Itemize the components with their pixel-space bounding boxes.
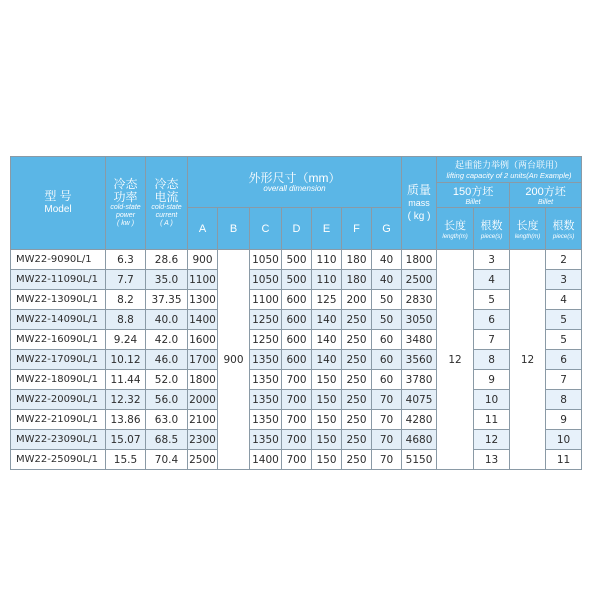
header-current-en2: current	[155, 212, 178, 219]
pieces150-cell: 11	[474, 410, 510, 430]
dim-c-cell: 1350	[250, 410, 282, 430]
dim-a-cell: 2300	[188, 430, 218, 450]
dim-c-cell: 1250	[250, 330, 282, 350]
pieces200-cell: 10	[546, 430, 582, 450]
current-cell: 28.6	[146, 250, 188, 270]
dim-c-cell: 1350	[250, 370, 282, 390]
current-cell: 42.0	[146, 330, 188, 350]
mass-cell: 3560	[402, 350, 437, 370]
header-dim-b: B	[218, 208, 250, 250]
dim-a-cell: 2000	[188, 390, 218, 410]
dim-d-cell: 500	[282, 250, 312, 270]
pieces200-cell: 8	[546, 390, 582, 410]
pieces200-cell: 2	[546, 250, 582, 270]
dim-c-cell: 1350	[250, 350, 282, 370]
header-lifting	[437, 157, 582, 183]
dim-a-cell: 1700	[188, 350, 218, 370]
header-current	[146, 157, 188, 250]
dim-e-cell: 140	[312, 330, 342, 350]
dim-f-cell: 180	[342, 270, 372, 290]
length200-cell: 12	[510, 250, 546, 470]
dim-d-cell: 700	[282, 370, 312, 390]
pieces200-cell: 5	[546, 330, 582, 350]
header-length200-en: length(m)	[514, 233, 541, 240]
power-cell: 12.32	[106, 390, 146, 410]
current-cell: 40.0	[146, 310, 188, 330]
dim-f-cell: 200	[342, 290, 372, 310]
dim-g-cell: 70	[372, 450, 402, 470]
header-power-en1: cold-state	[110, 204, 141, 211]
mass-cell: 3780	[402, 370, 437, 390]
dim-g-cell: 70	[372, 430, 402, 450]
current-cell: 35.0	[146, 270, 188, 290]
dim-e-cell: 110	[312, 270, 342, 290]
dim-c-cell: 1400	[250, 450, 282, 470]
dim-f-cell: 250	[342, 430, 372, 450]
header-billet150-cn: 150方坯	[452, 186, 494, 198]
current-cell: 68.5	[146, 430, 188, 450]
header-dim-a: A	[188, 208, 218, 250]
pieces200-cell: 7	[546, 370, 582, 390]
dim-e-cell: 150	[312, 370, 342, 390]
mass-cell: 1800	[402, 250, 437, 270]
header-dimension	[188, 157, 402, 208]
header-pieces150	[474, 208, 510, 250]
power-cell: 7.7	[106, 270, 146, 290]
power-cell: 15.5	[106, 450, 146, 470]
dim-a-cell: 900	[188, 250, 218, 270]
dim-g-cell: 70	[372, 410, 402, 430]
header-dim-c: C	[250, 208, 282, 250]
dim-c-cell: 1350	[250, 430, 282, 450]
pieces200-cell: 6	[546, 350, 582, 370]
header-lifting-cn: 起重能力举例（两台联用）	[455, 159, 564, 170]
length150-cell: 12	[437, 250, 474, 470]
current-cell: 56.0	[146, 390, 188, 410]
dim-d-cell: 700	[282, 390, 312, 410]
pieces150-cell: 5	[474, 290, 510, 310]
dim-f-cell: 250	[342, 410, 372, 430]
mass-cell: 3480	[402, 330, 437, 350]
header-power	[106, 157, 146, 250]
power-cell: 6.3	[106, 250, 146, 270]
header-length200-cn: 长度	[516, 219, 539, 232]
model-cell: MW22-16090L/1	[11, 330, 106, 350]
dim-e-cell: 150	[312, 430, 342, 450]
power-cell: 8.8	[106, 310, 146, 330]
spec-table	[10, 156, 600, 470]
pieces200-cell: 5	[546, 310, 582, 330]
dim-f-cell: 180	[342, 250, 372, 270]
dim-f-cell: 250	[342, 370, 372, 390]
header-mass	[402, 157, 437, 250]
header-mass-cn: 质量	[407, 182, 432, 197]
header-current-cn: 冷态电流	[154, 177, 179, 204]
mass-cell: 3050	[402, 310, 437, 330]
current-cell: 46.0	[146, 350, 188, 370]
dim-e-cell: 150	[312, 410, 342, 430]
model-cell: MW22-13090L/1	[11, 290, 106, 310]
power-cell: 9.24	[106, 330, 146, 350]
dim-c-cell: 1050	[250, 250, 282, 270]
dim-c-cell: 1050	[250, 270, 282, 290]
table-row	[11, 250, 600, 270]
dim-g-cell: 50	[372, 290, 402, 310]
dim-a-cell: 1800	[188, 370, 218, 390]
header-current-unit: ( A )	[160, 220, 173, 227]
header-dim-f: F	[342, 208, 372, 250]
dim-f-cell: 250	[342, 450, 372, 470]
power-cell: 15.07	[106, 430, 146, 450]
header-dim-g: G	[372, 208, 402, 250]
pieces200-cell: 9	[546, 410, 582, 430]
model-cell: MW22-25090L/1	[11, 450, 106, 470]
header-billet150-en: Billet	[465, 199, 481, 206]
table-body	[11, 250, 600, 470]
pieces150-cell: 9	[474, 370, 510, 390]
dim-c-cell: 1350	[250, 390, 282, 410]
header-power-cn: 冷态功率	[113, 177, 138, 204]
model-cell: MW22-23090L/1	[11, 430, 106, 450]
dim-e-cell: 150	[312, 450, 342, 470]
header-billet200-cn: 200方坯	[525, 186, 566, 198]
pieces150-cell: 7	[474, 330, 510, 350]
header-dim-d: D	[282, 208, 312, 250]
header-current-en1: cold-state	[151, 204, 182, 211]
pieces150-cell: 12	[474, 430, 510, 450]
dim-d-cell: 600	[282, 350, 312, 370]
model-cell: MW22-18090L/1	[11, 370, 106, 390]
dim-a-cell: 2500	[188, 450, 218, 470]
dim-g-cell: 40	[372, 250, 402, 270]
mass-cell: 2500	[402, 270, 437, 290]
header-mass-unit: ( kg )	[407, 210, 431, 222]
header-model-cn: 型 号	[44, 189, 72, 203]
pieces150-cell: 6	[474, 310, 510, 330]
mass-cell: 5150	[402, 450, 437, 470]
dim-d-cell: 500	[282, 270, 312, 290]
power-cell: 8.2	[106, 290, 146, 310]
current-cell: 52.0	[146, 370, 188, 390]
header-dimension-en: overall dimension	[263, 183, 326, 193]
dim-f-cell: 250	[342, 390, 372, 410]
header-billet200	[510, 183, 582, 208]
dim-g-cell: 60	[372, 370, 402, 390]
header-pieces150-cn: 根数	[480, 219, 503, 232]
header-pieces200	[546, 208, 582, 250]
header-length150-en: length(m)	[442, 233, 468, 240]
dim-b-cell: 900	[218, 250, 250, 470]
model-cell: MW22-21090L/1	[11, 410, 106, 430]
header-pieces150-en: piece(s)	[480, 233, 503, 240]
header-pieces200-cn: 根数	[552, 219, 575, 232]
dim-e-cell: 125	[312, 290, 342, 310]
pieces150-cell: 10	[474, 390, 510, 410]
dim-a-cell: 2100	[188, 410, 218, 430]
model-cell: MW22-11090L/1	[11, 270, 106, 290]
header-length150	[437, 208, 474, 250]
dim-e-cell: 110	[312, 250, 342, 270]
dim-d-cell: 600	[282, 310, 312, 330]
header-length150-cn: 长度	[444, 219, 467, 232]
header-pieces200-en: piece(s)	[552, 233, 575, 240]
header-model-en: Model	[44, 204, 72, 215]
header-dimension-cn: 外形尺寸（mm）	[248, 170, 341, 185]
dim-a-cell: 1400	[188, 310, 218, 330]
mass-cell: 4280	[402, 410, 437, 430]
dim-g-cell: 60	[372, 350, 402, 370]
pieces150-cell: 4	[474, 270, 510, 290]
dim-g-cell: 70	[372, 390, 402, 410]
power-cell: 11.44	[106, 370, 146, 390]
pieces150-cell: 3	[474, 250, 510, 270]
dim-g-cell: 50	[372, 310, 402, 330]
current-cell: 37.35	[146, 290, 188, 310]
dim-g-cell: 40	[372, 270, 402, 290]
current-cell: 70.4	[146, 450, 188, 470]
pieces150-cell: 13	[474, 450, 510, 470]
model-cell: MW22-20090L/1	[11, 390, 106, 410]
dim-c-cell: 1250	[250, 310, 282, 330]
dim-d-cell: 700	[282, 450, 312, 470]
dim-a-cell: 1300	[188, 290, 218, 310]
dim-d-cell: 700	[282, 430, 312, 450]
current-cell: 63.0	[146, 410, 188, 430]
pieces200-cell: 4	[546, 290, 582, 310]
dim-e-cell: 150	[312, 390, 342, 410]
dim-f-cell: 250	[342, 330, 372, 350]
dim-c-cell: 1100	[250, 290, 282, 310]
header-billet150	[437, 183, 510, 208]
dim-e-cell: 140	[312, 350, 342, 370]
mass-cell: 4075	[402, 390, 437, 410]
pieces200-cell: 11	[546, 450, 582, 470]
dim-a-cell: 1600	[188, 330, 218, 350]
mass-cell: 2830	[402, 290, 437, 310]
power-cell: 10.12	[106, 350, 146, 370]
pieces200-cell: 3	[546, 270, 582, 290]
dim-d-cell: 700	[282, 410, 312, 430]
mass-cell: 4680	[402, 430, 437, 450]
dim-g-cell: 60	[372, 330, 402, 350]
dim-a-cell: 1100	[188, 270, 218, 290]
header-power-unit: ( kw )	[116, 220, 135, 227]
dim-d-cell: 600	[282, 330, 312, 350]
header-lifting-en: lifting capacity of 2 units(An Example)	[446, 170, 572, 180]
header-length200	[510, 208, 546, 250]
header-mass-en: mass	[408, 197, 430, 208]
model-cell: MW22-17090L/1	[11, 350, 106, 370]
dim-f-cell: 250	[342, 350, 372, 370]
power-cell: 13.86	[106, 410, 146, 430]
dim-d-cell: 600	[282, 290, 312, 310]
pieces150-cell: 8	[474, 350, 510, 370]
model-cell: MW22-9090L/1	[11, 250, 106, 270]
header-model	[11, 157, 106, 250]
model-cell: MW22-14090L/1	[11, 310, 106, 330]
header-dim-e: E	[312, 208, 342, 250]
header-power-en2: power	[115, 212, 136, 219]
dim-f-cell: 250	[342, 310, 372, 330]
header-billet200-en: Billet	[537, 199, 554, 206]
dim-e-cell: 140	[312, 310, 342, 330]
